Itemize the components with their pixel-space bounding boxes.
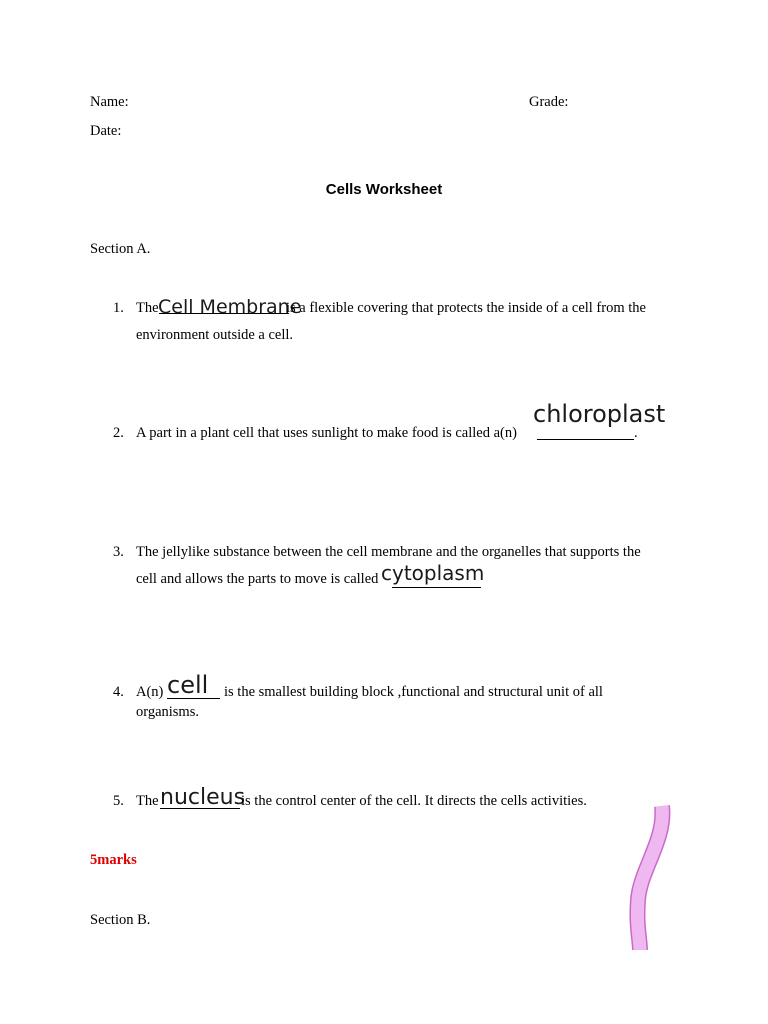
handwritten-answer: cytoplasm	[381, 561, 485, 585]
question-number: 3.	[113, 544, 124, 560]
question-text-line2: cell and allows the parts to move is called	[136, 571, 379, 587]
question-text-end: is the control center of the cell. It directs the cells activities.	[241, 793, 587, 809]
worksheet-title: Cells Worksheet	[325, 181, 443, 198]
section-a-label: Section A.	[90, 241, 151, 257]
answer-blank	[392, 587, 481, 588]
question-number: 1.	[113, 300, 124, 316]
question-text-end: is the smallest building block ,functional and structural unit of all	[224, 684, 603, 700]
section-b-label: Section B.	[90, 912, 151, 928]
question-text-end: is a flexible covering that protects the inside of a cell from the	[286, 300, 646, 316]
grade-label: Grade:	[529, 94, 569, 110]
handwritten-answer: cell	[167, 671, 209, 699]
question-text-line2: environment outside a cell.	[136, 327, 294, 343]
question-text: A part in a plant cell that uses sunlight to make food is called a(n)	[136, 425, 517, 441]
date-label: Date:	[90, 123, 122, 139]
question-text-start: The	[136, 300, 159, 316]
question-text-start: A(n)	[136, 684, 164, 700]
handwritten-answer: chloroplast	[533, 400, 666, 428]
question-text-line2: organisms.	[136, 704, 199, 720]
question-text-line1: The jellylike substance between the cell membrane and the organelles that supports the	[136, 544, 641, 560]
question-number: 5.	[113, 793, 124, 809]
question-text-end: .	[634, 425, 638, 441]
handwritten-answer: Cell Membrane	[158, 296, 302, 318]
handwritten-answer: nucleus	[160, 785, 246, 810]
question-number: 4.	[113, 684, 124, 700]
question-text-start: The	[136, 793, 159, 809]
name-label: Name:	[90, 94, 129, 110]
highlighter-stroke	[620, 800, 680, 960]
marks-label: 5marks	[90, 852, 137, 868]
question-number: 2.	[113, 425, 124, 441]
answer-blank	[537, 439, 634, 440]
